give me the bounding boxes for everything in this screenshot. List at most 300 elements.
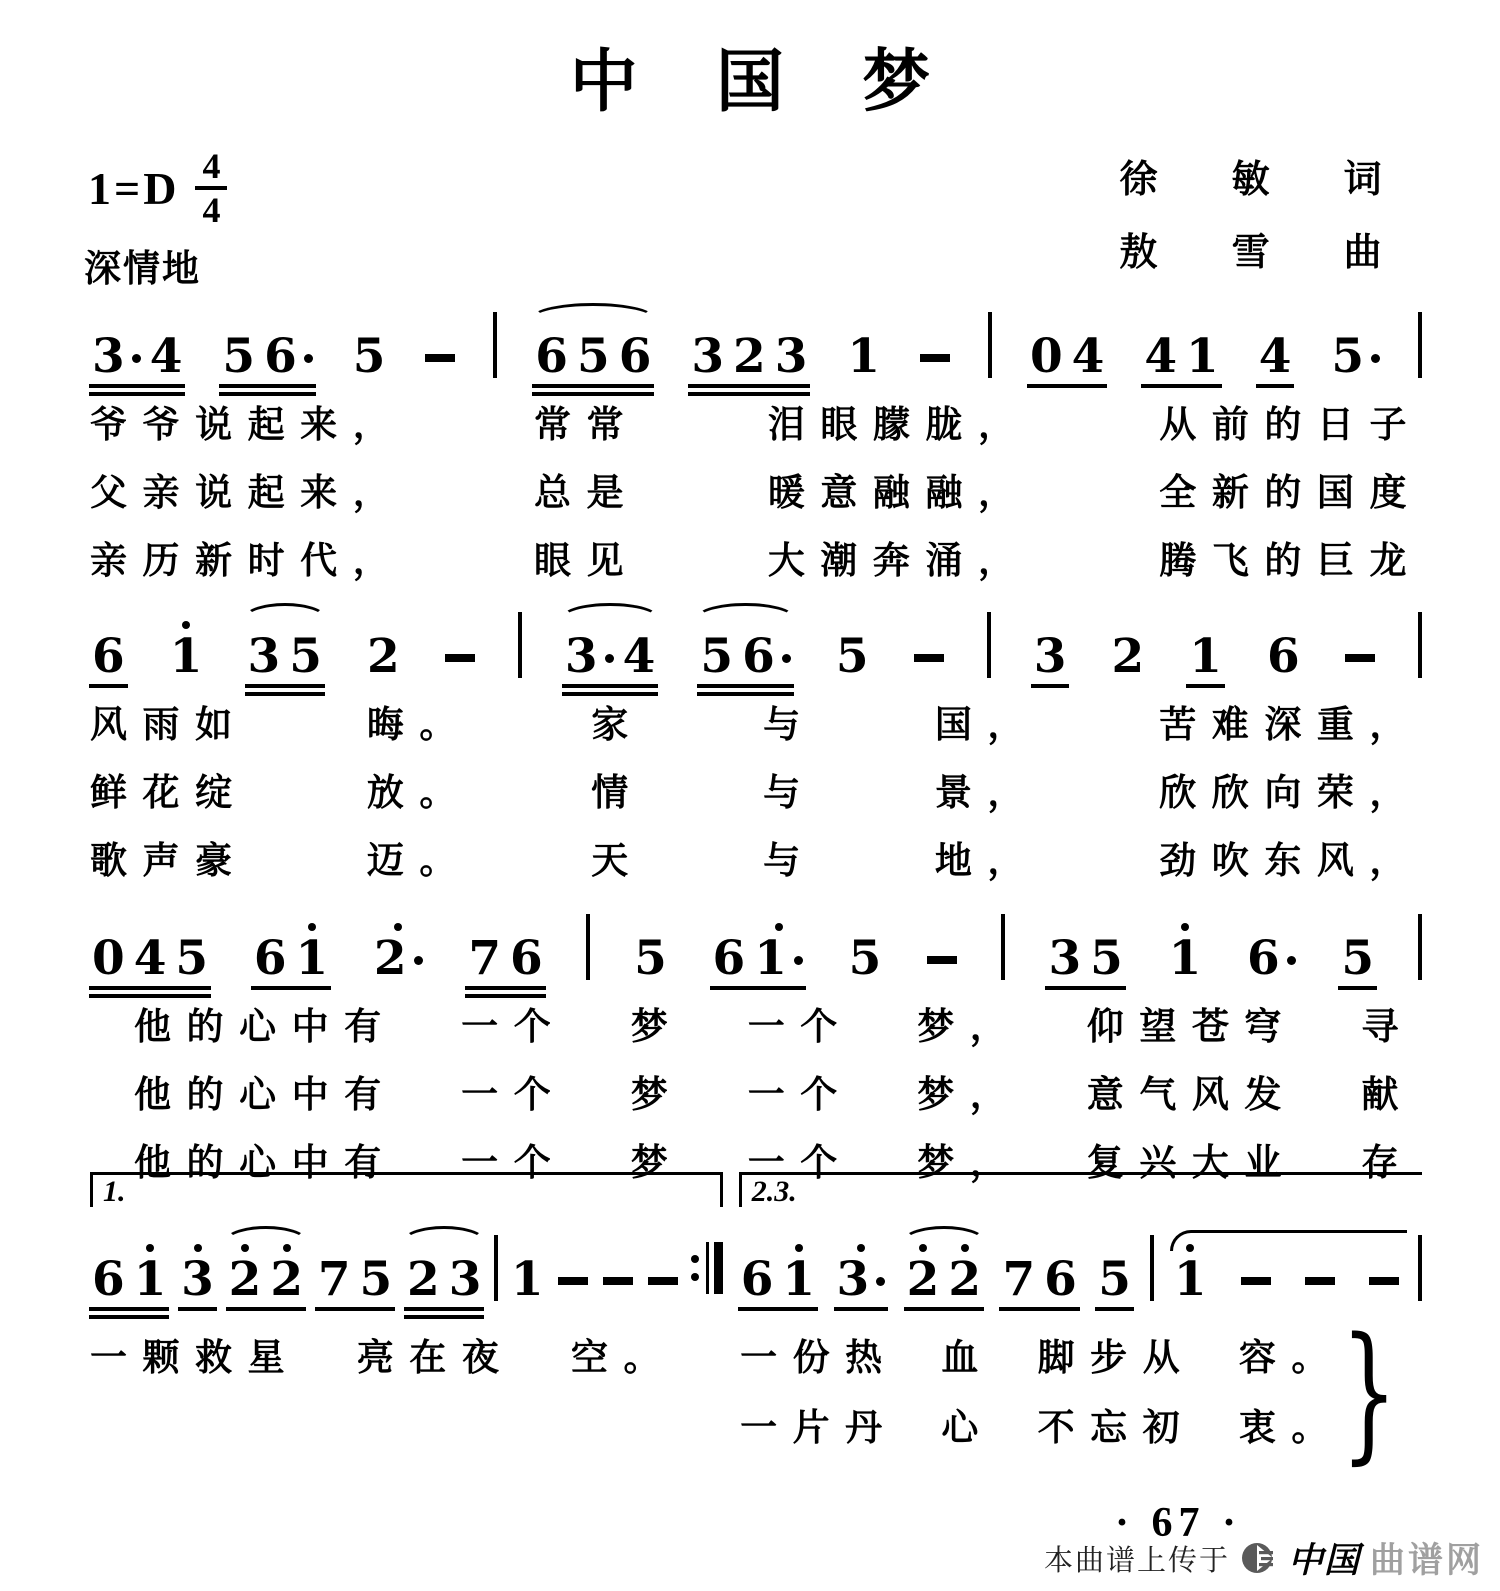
note-group [423,354,457,378]
lyrics-block-2 [90,694,1422,898]
repeat-dots [691,1255,699,1281]
note [510,1251,544,1307]
site-watermark [1044,1533,1484,1583]
note-group [1142,328,1220,384]
lyric-segment: 梦 [630,1075,684,1116]
note-group [1167,930,1204,986]
note-group [845,328,882,384]
note [253,930,287,986]
note [181,1251,214,1307]
augmentation-dot [605,654,614,663]
note [510,930,543,986]
note [92,930,125,986]
note [295,930,329,986]
note [367,628,400,684]
note [373,930,423,986]
note [848,930,882,986]
octave-dot [919,1244,927,1252]
beam-underline [562,692,658,696]
beam-underline [1095,1307,1134,1311]
lyric-segment: 血 [941,1338,994,1379]
lyric-segment: 常常 [534,405,640,446]
music-line-4-second-ending [739,1229,1422,1307]
note-digit: 3 [774,328,808,384]
lyrics-4-right [740,1306,1422,1478]
lyric-segment: 一个 [747,1007,853,1048]
note-digit: 0 [1029,328,1063,384]
note [1071,328,1105,384]
lyric-segment: 国， [934,705,1040,746]
beam-underline [1027,384,1107,388]
note [691,328,725,384]
note-group [1046,930,1124,986]
octave-dot [857,1244,865,1252]
lyric-row [740,1327,1344,1397]
note [264,328,313,384]
note-group [1172,1251,1401,1307]
octave-dot [775,923,783,931]
lyric-segment: 苦难深重， [1159,705,1422,746]
note-digit: 1 [847,328,881,384]
beam-underline [315,1307,395,1311]
lyric-row [90,1327,676,1397]
credits [1119,148,1414,294]
note-group [351,328,388,384]
note-digit: 5 [576,328,610,384]
ending-row [90,1172,1422,1307]
lyrics-block-3 [90,996,1422,1200]
end-repeat-barline [691,1235,723,1301]
lyric-segment: 放。 [366,773,472,814]
note [289,628,322,684]
note-digit: 1 [1173,1251,1207,1307]
octave-dot [146,1244,154,1252]
note-group [912,654,946,678]
beam-underline [697,684,793,688]
lyric-segment: 鲜花绽 [90,773,248,814]
lyrics-4-left [90,1327,676,1467]
note-digit: 5 [1341,930,1375,986]
note-digit: 6 [510,930,543,986]
lyric-segment: 父亲说起来， [90,473,406,514]
note [742,628,791,684]
note-digit: 6 [535,328,568,384]
note [1048,930,1082,986]
note-digit: 6 [92,628,125,684]
note-group [509,1251,546,1307]
note-group [1343,654,1377,678]
octave-dot [308,923,316,931]
note-digit: 5 [700,628,734,684]
note-digit: 1 [169,628,203,684]
note [133,1251,167,1307]
note [1267,628,1300,684]
lyric-segment: 衷。 [1238,1408,1344,1449]
beam-underline [89,1307,169,1311]
note-digit: 2 [406,1251,440,1307]
note [700,628,734,684]
note-digit: 5 [222,328,256,384]
note [618,328,652,384]
note-digit: 1 [782,1251,816,1307]
note-digit: 1 [295,930,329,986]
note-digit: 6 [618,328,652,384]
note-digit: 2 [373,930,407,986]
note-group [90,628,127,684]
second-third-ending [739,1172,1422,1307]
note [92,328,141,384]
barline [1001,914,1005,980]
note-group [563,628,657,684]
note [1331,328,1380,384]
note-digit: 6 [712,930,746,986]
augmentation-dot [782,654,791,663]
beam-underline [178,1307,217,1311]
note [270,1251,304,1307]
barline [518,612,522,678]
dash-note [920,354,950,362]
augmentation-dot [132,354,141,363]
beam-underline [404,1315,484,1319]
note-digit: 2 [906,1251,940,1307]
note [175,930,209,986]
lyric-segment: 空。 [570,1338,677,1379]
note-digit: 3 [247,628,281,684]
note-digit: 1 [1168,930,1202,986]
qupu-logo-icon [1240,1539,1278,1577]
note [835,628,869,684]
note-digit: 4 [1144,328,1178,384]
lyric-segment: 存 [1361,1143,1414,1184]
lyric-segment: 眼见 [534,541,640,582]
note [448,1251,482,1307]
lyric-segment: 寻 [1361,1007,1414,1048]
octave-dot [194,1244,202,1252]
note-digit: 5 [1090,930,1123,986]
beam-underline [697,692,793,696]
music-line-3 [90,910,1422,986]
lyric-segment: 从前的日子 [1159,405,1422,446]
note-digit: 5 [289,628,322,684]
note-digit: 4 [1258,328,1292,384]
note-group [533,328,653,384]
system-3 [90,880,1422,1200]
dash-note [558,1277,588,1285]
lyric-row [90,394,1422,462]
note-digit: 5 [359,1251,393,1307]
lyric-segment: 一个 [461,1075,567,1116]
note-digit: 5 [835,628,869,684]
thin-barline [706,1242,709,1294]
note-digit: 2 [367,628,400,684]
note-digit: 4 [1071,328,1105,384]
repeat-dot [691,1273,699,1281]
note-group [90,1251,168,1307]
note [1246,930,1296,986]
note-digit: 1 [1189,628,1222,684]
barline [988,312,992,378]
dash-note [425,354,455,362]
lyric-row [90,996,1422,1064]
note-group [834,628,871,684]
volta-1-label: 1. [103,1175,126,1208]
lyric-segment: 欣欣向荣， [1159,773,1422,814]
note-group [918,354,952,378]
note [247,628,281,684]
octave-dot [394,923,402,931]
beam-underline [710,986,806,990]
barline [1418,312,1422,378]
note-group [1257,328,1294,384]
music-line-2 [90,608,1422,684]
note-group [1245,930,1298,986]
first-ending [90,1172,723,1307]
note-group [466,930,544,986]
beam-underline [688,384,810,388]
note-digit: 4 [622,628,656,684]
note-group [168,628,205,684]
song-title: 中国梦 [569,44,1009,120]
note-digit: 3 [448,1251,482,1307]
note-group [847,930,884,986]
octave-dot [182,621,190,629]
note [1144,328,1178,384]
page-number: · 67 · [1114,1500,1242,1546]
barline [586,914,590,980]
note [406,1251,440,1307]
system-1 [90,278,1422,598]
note-digit: 7 [1002,1251,1036,1307]
beam-underline [562,684,658,688]
note [149,328,183,384]
lyric-segment: 与 [763,705,816,746]
beam-underline [1031,684,1070,688]
beam-underline [245,684,325,688]
note [92,1251,125,1307]
note-group [711,930,805,986]
lyric-segment: 爷爷说起来， [90,405,406,446]
note [317,1251,351,1307]
barline [1418,914,1422,980]
note [1189,628,1222,684]
note [1098,1251,1131,1307]
note-group [443,654,477,678]
slur-arc [1170,1230,1407,1251]
note-digit: 5 [175,930,209,986]
lyric-segment: 景， [934,773,1040,814]
beam-underline [1338,986,1377,990]
lyrics-block-4 [90,1306,1422,1478]
note-digit: 3 [92,328,125,384]
note-digit: 7 [468,930,502,986]
note [576,328,610,384]
note [133,930,167,986]
lyric-row [90,694,1422,762]
beam-underline [1045,986,1125,990]
repeat-dot [691,1255,699,1263]
lyric-segment: 一个 [747,1075,853,1116]
dash-note [914,654,944,662]
note-digit: 5 [848,930,882,986]
note-digit: 2 [948,1251,982,1307]
brand-cn: 中国 [1287,1541,1360,1580]
lyric-segment: 迈。 [366,841,472,882]
dash-note [927,956,957,964]
lyric-segment: 一个 [747,1143,853,1184]
dash-note [1305,1277,1335,1285]
dash-note [648,1277,678,1285]
octave-dot [1186,1244,1194,1252]
note-digit: 2 [1111,628,1145,684]
lyric-segment: 复兴大业 [1086,1143,1297,1184]
lyric-segment: 晦。 [366,705,472,746]
lyric-segment: 他的心中有 [134,1007,397,1048]
note [1341,930,1375,986]
beam-underline [1141,384,1221,388]
note-group [1028,328,1106,384]
note [359,1251,393,1307]
note-group [1000,1251,1078,1307]
note-group [1109,628,1146,684]
note-digit: 1 [1186,328,1219,384]
note-group [316,1251,394,1307]
beam-underline [245,692,325,696]
beam-underline [904,1307,984,1311]
note-group [90,328,184,384]
barline [493,312,497,378]
note [1168,930,1202,986]
augmentation-dot [876,1277,885,1286]
note-digit: 1 [754,930,787,986]
note-digit: 6 [264,328,297,384]
dash-note [1369,1277,1399,1285]
lyric-segment: 他的心中有 [134,1143,397,1184]
note [733,328,766,384]
note [535,328,568,384]
note-group [179,1251,216,1307]
lyric-segment: 一片丹 [740,1408,898,1449]
lyric-segment: 劲吹东风， [1159,841,1422,882]
note-group [252,930,330,986]
note [836,1251,886,1307]
note-group [1339,930,1376,986]
beam-underline [532,392,654,396]
note-group [689,328,809,384]
ending-brace: } [1340,1306,1398,1478]
note-digit: 6 [92,1251,125,1307]
beam-underline [999,1307,1079,1311]
beam-underline [834,1307,889,1311]
octave-dot [283,1244,291,1252]
beam-underline [532,384,654,388]
expression-marking: 深情地 [84,249,201,290]
note [712,930,746,986]
lyric-segment: 亮在夜 [356,1338,515,1379]
note-digit: 6 [253,930,287,986]
lyric-row [90,762,1422,830]
beam-underline [219,384,315,388]
lyric-segment: 腾飞的巨龙 [1159,541,1422,582]
lyric-segment: 天 [591,841,644,882]
note-digit: 1 [510,1251,544,1307]
note-group [365,628,402,684]
lyric-segment: 风雨如 [90,705,248,746]
note [948,1251,982,1307]
note-group [246,628,324,684]
beam-underline [89,384,185,388]
brand-site: 曲谱网 [1369,1541,1484,1580]
octave-dot [795,1244,803,1252]
note [847,328,881,384]
note-group [698,628,792,684]
beam-underline [738,1307,818,1311]
barline [987,612,991,678]
note [228,1251,262,1307]
note-digit: 6 [1044,1251,1077,1307]
note-digit: 3 [691,328,725,384]
composer-credit: 敖 雪 曲 [1119,232,1414,274]
note-digit: 5 [1331,328,1365,384]
note [1033,628,1067,684]
beam-underline [404,1307,484,1311]
meter-denominator: 4 [202,190,221,230]
note-digit: 3 [564,628,598,684]
lyric-segment: 容。 [1238,1338,1344,1379]
note-digit: 5 [352,328,386,384]
note [1044,1251,1077,1307]
note-group [227,1251,305,1307]
note-group [1096,1251,1133,1307]
system-2 [90,578,1422,898]
lyric-segment: 一颗救星 [90,1338,301,1379]
beam-underline [1186,684,1225,688]
volta-23-bracket [739,1172,1422,1207]
note-digit: 7 [317,1251,351,1307]
note [564,628,614,684]
augmentation-dot [1371,354,1380,363]
note-digit: 6 [1246,930,1280,986]
barline [1150,1235,1154,1301]
volta-23-label: 2.3. [751,1175,797,1208]
note [468,930,502,986]
octave-dot [961,1244,969,1252]
lyric-row [90,1064,1422,1132]
note-group [1032,628,1069,684]
beam-underline [89,1315,169,1319]
note-group [90,930,210,986]
note [1090,930,1123,986]
lyric-segment: 全新的国度 [1159,473,1422,514]
note-digit: 6 [740,1251,774,1307]
lyric-segment: 亲历新时代， [90,541,406,582]
beam-underline [226,1307,306,1311]
octave-dot [1181,923,1189,931]
time-signature [195,148,227,228]
lyricist-credit: 徐 敏 词 [1119,159,1414,201]
lyric-segment: 脚步从 [1037,1338,1196,1379]
lyric-segment: 地， [934,841,1040,882]
lyric-segment: 情 [591,773,644,814]
lyric-segment: 与 [763,841,816,882]
barline [1418,612,1422,678]
note-digit: 3 [836,1251,870,1307]
beam-underline [251,986,331,990]
lyric-segment: 大潮奔涌， [767,541,1031,582]
beam-underline [688,392,810,396]
note-group [925,956,959,980]
note [1173,1251,1207,1307]
lyric-segment: 梦， [917,1075,1023,1116]
